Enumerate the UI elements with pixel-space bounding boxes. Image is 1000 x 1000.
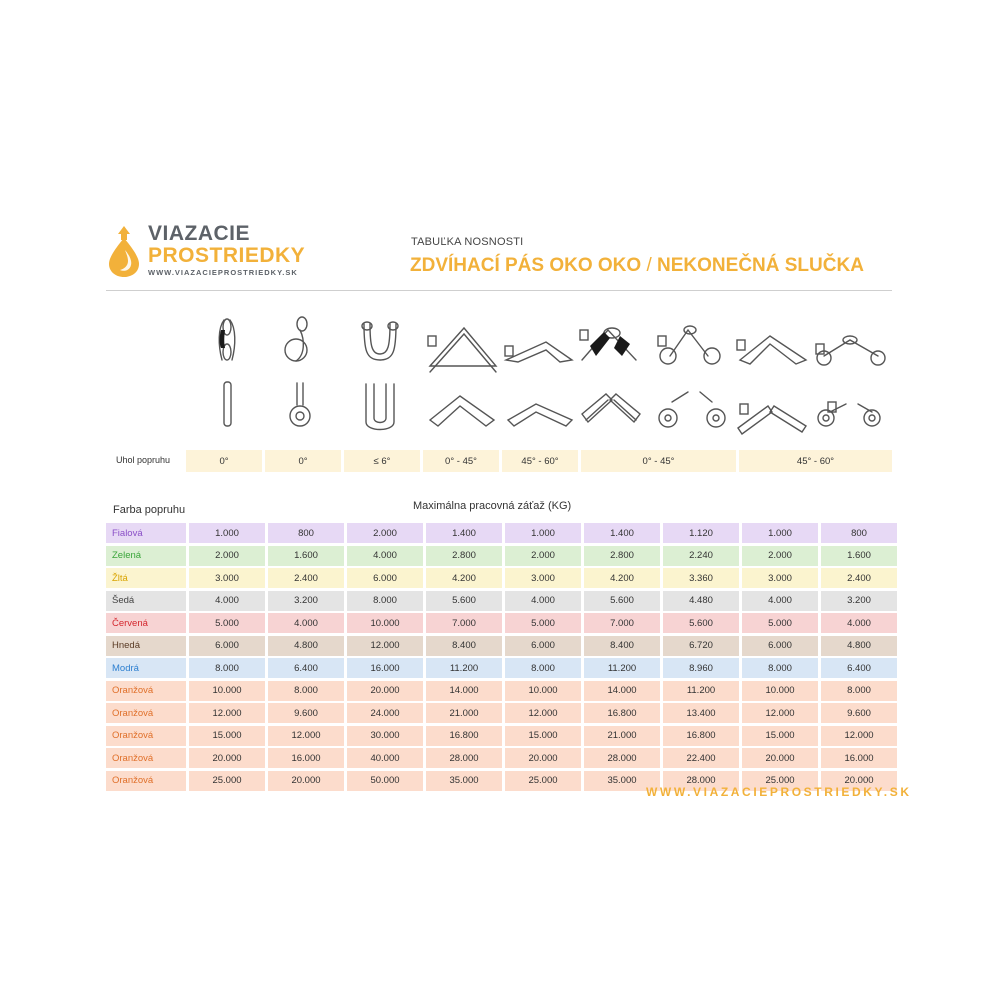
load-value-cell: 7.000 xyxy=(426,613,502,633)
load-value-cell: 16.800 xyxy=(426,726,502,746)
load-value-cell: 4.800 xyxy=(821,636,897,656)
load-value-cell: 8.960 xyxy=(663,658,739,678)
load-value-cell: 16.800 xyxy=(663,726,739,746)
table-row xyxy=(106,636,892,656)
sling-color-name: Červená xyxy=(106,613,186,633)
load-value-cell: 16.000 xyxy=(268,748,344,768)
table-row xyxy=(106,568,892,588)
sling-color-name: Oranžová xyxy=(106,681,186,701)
title-separator: / xyxy=(646,255,652,276)
load-value-cell: 2.400 xyxy=(268,568,344,588)
load-value-cell: 4.000 xyxy=(821,613,897,633)
load-value-cell: 6.000 xyxy=(189,636,265,656)
header-divider xyxy=(106,290,892,291)
sling-color-name: Šedá xyxy=(106,591,186,611)
load-value-cell: 8.400 xyxy=(584,636,660,656)
table-row xyxy=(106,546,892,566)
load-value-cell: 1.600 xyxy=(821,546,897,566)
load-value-cell: 3.000 xyxy=(505,568,581,588)
load-value-cell: 8.400 xyxy=(426,636,502,656)
load-value-cell: 20.000 xyxy=(268,771,344,791)
load-value-cell: 4.000 xyxy=(189,591,265,611)
load-value-cell: 15.000 xyxy=(505,726,581,746)
load-value-cell: 1.000 xyxy=(742,523,818,543)
load-value-cell: 6.400 xyxy=(821,658,897,678)
load-value-cell: 11.200 xyxy=(584,658,660,678)
load-value-cell: 20.000 xyxy=(821,771,897,791)
load-value-cell: 5.600 xyxy=(584,591,660,611)
angle-row xyxy=(106,450,892,472)
load-value-cell: 9.600 xyxy=(268,703,344,723)
sling-color-name: Hnedá xyxy=(106,636,186,656)
load-value-cell: 30.000 xyxy=(347,726,423,746)
load-value-cell: 28.000 xyxy=(426,748,502,768)
load-value-cell: 6.400 xyxy=(268,658,344,678)
load-value-cell: 2.400 xyxy=(821,568,897,588)
load-value-cell: 2.000 xyxy=(189,546,265,566)
table-row xyxy=(106,658,892,678)
load-value-cell: 21.000 xyxy=(584,726,660,746)
load-value-cell: 1.000 xyxy=(189,523,265,543)
load-value-cell: 8.000 xyxy=(821,681,897,701)
load-value-cell: 4.480 xyxy=(663,591,739,611)
load-value-cell: 4.000 xyxy=(347,546,423,566)
eye-sling-2leg-45-icon xyxy=(580,328,640,422)
load-value-cell: 16.800 xyxy=(584,703,660,723)
title-part1: ZDVÍHACÍ PÁS OKO OKO xyxy=(410,255,642,276)
load-value-cell: 3.000 xyxy=(189,568,265,588)
eye-sling-basket-icon xyxy=(362,322,398,430)
eye-sling-basket-45-icon xyxy=(428,328,496,426)
eye-sling-2leg-60-icon xyxy=(737,336,806,434)
load-value-cell: 50.000 xyxy=(347,771,423,791)
load-value-cell: 4.800 xyxy=(268,636,344,656)
load-value-cell: 4.200 xyxy=(584,568,660,588)
angle-cell: 0° - 45° xyxy=(423,450,499,472)
load-value-cell: 24.000 xyxy=(347,703,423,723)
load-value-cell: 12.000 xyxy=(268,726,344,746)
sling-color-name: Modrá xyxy=(106,658,186,678)
load-value-cell: 25.000 xyxy=(742,771,818,791)
angle-row-label: Uhol popruhu xyxy=(116,455,171,465)
sling-color-name: Oranžová xyxy=(106,748,186,768)
color-column-header: Farba popruhu xyxy=(113,504,186,516)
eye-sling-2leg-choke-45-icon xyxy=(658,326,725,427)
page-title xyxy=(410,255,864,277)
load-value-cell: 20.000 xyxy=(505,748,581,768)
hook-drop-icon xyxy=(104,224,144,278)
load-value-cell: 12.000 xyxy=(821,726,897,746)
table-row xyxy=(106,681,892,701)
load-value-cell: 4.000 xyxy=(505,591,581,611)
sling-color-name: Fialová xyxy=(106,523,186,543)
load-value-cell: 12.000 xyxy=(347,636,423,656)
load-value-cell: 12.000 xyxy=(742,703,818,723)
table-row xyxy=(106,613,892,633)
load-value-cell: 8.000 xyxy=(505,658,581,678)
angle-cell: 45° - 60° xyxy=(739,450,892,472)
load-value-cell: 1.400 xyxy=(426,523,502,543)
load-value-cell: 1.120 xyxy=(663,523,739,543)
load-value-cell: 6.000 xyxy=(347,568,423,588)
eye-sling-2leg-choke-60-icon xyxy=(816,336,885,426)
load-value-cell: 5.000 xyxy=(189,613,265,633)
load-value-cell: 2.800 xyxy=(426,546,502,566)
load-value-cell: 8.000 xyxy=(189,658,265,678)
load-value-cell: 800 xyxy=(821,523,897,543)
load-value-cell: 35.000 xyxy=(584,771,660,791)
sling-color-name: Zelená xyxy=(106,546,186,566)
load-value-cell: 15.000 xyxy=(742,726,818,746)
load-value-cell: 2.000 xyxy=(742,546,818,566)
brand-line1: VIAZACIE xyxy=(148,222,251,245)
load-value-cell: 10.000 xyxy=(189,681,265,701)
sling-color-name: Žltá xyxy=(106,568,186,588)
load-value-cell: 11.200 xyxy=(426,658,502,678)
load-value-cell: 3.000 xyxy=(742,568,818,588)
load-value-cell: 5.000 xyxy=(505,613,581,633)
angle-cell: ≤ 6° xyxy=(344,450,420,472)
load-value-cell: 16.000 xyxy=(821,748,897,768)
angle-cell: 0° xyxy=(265,450,341,472)
load-value-cell: 12.000 xyxy=(505,703,581,723)
eye-sling-basket-60-icon xyxy=(505,342,572,426)
load-value-cell: 2.000 xyxy=(347,523,423,543)
load-value-cell: 6.000 xyxy=(505,636,581,656)
load-value-cell: 11.200 xyxy=(663,681,739,701)
table-row xyxy=(106,703,892,723)
table-row xyxy=(106,523,892,543)
load-value-cell: 22.400 xyxy=(663,748,739,768)
load-value-cell: 15.000 xyxy=(189,726,265,746)
load-value-cell: 5.000 xyxy=(742,613,818,633)
title-part2: NEKONEČNÁ SLUČKA xyxy=(657,255,864,276)
table-row xyxy=(106,591,892,611)
load-value-cell: 10.000 xyxy=(505,681,581,701)
load-value-cell: 20.000 xyxy=(742,748,818,768)
load-value-cell: 20.000 xyxy=(189,748,265,768)
angle-cell: 0° xyxy=(186,450,262,472)
sling-color-name: Oranžová xyxy=(106,726,186,746)
load-value-cell: 2.000 xyxy=(505,546,581,566)
load-value-cell: 7.000 xyxy=(584,613,660,633)
load-value-cell: 8.000 xyxy=(742,658,818,678)
load-value-cell: 12.000 xyxy=(189,703,265,723)
load-value-cell: 3.200 xyxy=(821,591,897,611)
load-value-cell: 35.000 xyxy=(426,771,502,791)
load-value-cell: 10.000 xyxy=(347,613,423,633)
load-value-cell: 4.000 xyxy=(742,591,818,611)
load-value-cell: 10.000 xyxy=(742,681,818,701)
load-value-cell: 8.000 xyxy=(347,591,423,611)
load-value-cell: 2.240 xyxy=(663,546,739,566)
load-value-cell: 40.000 xyxy=(347,748,423,768)
angle-cell: 0° - 45° xyxy=(581,450,736,472)
load-value-cell: 9.600 xyxy=(821,703,897,723)
load-value-cell: 1.400 xyxy=(584,523,660,543)
load-value-cell: 28.000 xyxy=(584,748,660,768)
page-subtitle: TABUĽKA NOSNOSTI xyxy=(411,236,524,248)
load-value-cell: 25.000 xyxy=(189,771,265,791)
load-value-cell: 25.000 xyxy=(505,771,581,791)
load-value-cell: 14.000 xyxy=(584,681,660,701)
brand-line2: PROSTRIEDKY xyxy=(148,244,306,267)
footer-url-link[interactable]: WWW.VIAZACIEPROSTRIEDKY.SK xyxy=(646,785,912,799)
load-value-cell: 2.800 xyxy=(584,546,660,566)
load-value-cell: 3.200 xyxy=(268,591,344,611)
load-value-cell: 28.000 xyxy=(663,771,739,791)
load-value-cell: 14.000 xyxy=(426,681,502,701)
angle-cell: 45° - 60° xyxy=(502,450,578,472)
load-value-cell: 6.720 xyxy=(663,636,739,656)
load-value-cell: 1.600 xyxy=(268,546,344,566)
sling-color-name: Oranžová xyxy=(106,703,186,723)
load-value-cell: 5.600 xyxy=(426,591,502,611)
brand-url: WWW.VIAZACIEPROSTRIEDKY.SK xyxy=(148,268,298,277)
eye-sling-choke-icon xyxy=(285,317,310,426)
load-value-cell: 13.400 xyxy=(663,703,739,723)
load-value-cell: 20.000 xyxy=(347,681,423,701)
brand-logo[interactable] xyxy=(104,222,304,278)
table-row xyxy=(106,748,892,768)
load-table-header: Maximálna pracovná záťaž (KG) xyxy=(413,500,572,512)
load-value-cell: 16.000 xyxy=(347,658,423,678)
load-value-cell: 8.000 xyxy=(268,681,344,701)
load-value-cell: 4.200 xyxy=(426,568,502,588)
table-row xyxy=(106,726,892,746)
sling-diagrams xyxy=(0,300,1000,450)
load-value-cell: 1.000 xyxy=(505,523,581,543)
load-value-cell: 4.000 xyxy=(268,613,344,633)
load-value-cell: 800 xyxy=(268,523,344,543)
load-value-cell: 3.360 xyxy=(663,568,739,588)
load-value-cell: 21.000 xyxy=(426,703,502,723)
sling-color-name: Oranžová xyxy=(106,771,186,791)
load-value-cell: 6.000 xyxy=(742,636,818,656)
load-value-cell: 5.600 xyxy=(663,613,739,633)
